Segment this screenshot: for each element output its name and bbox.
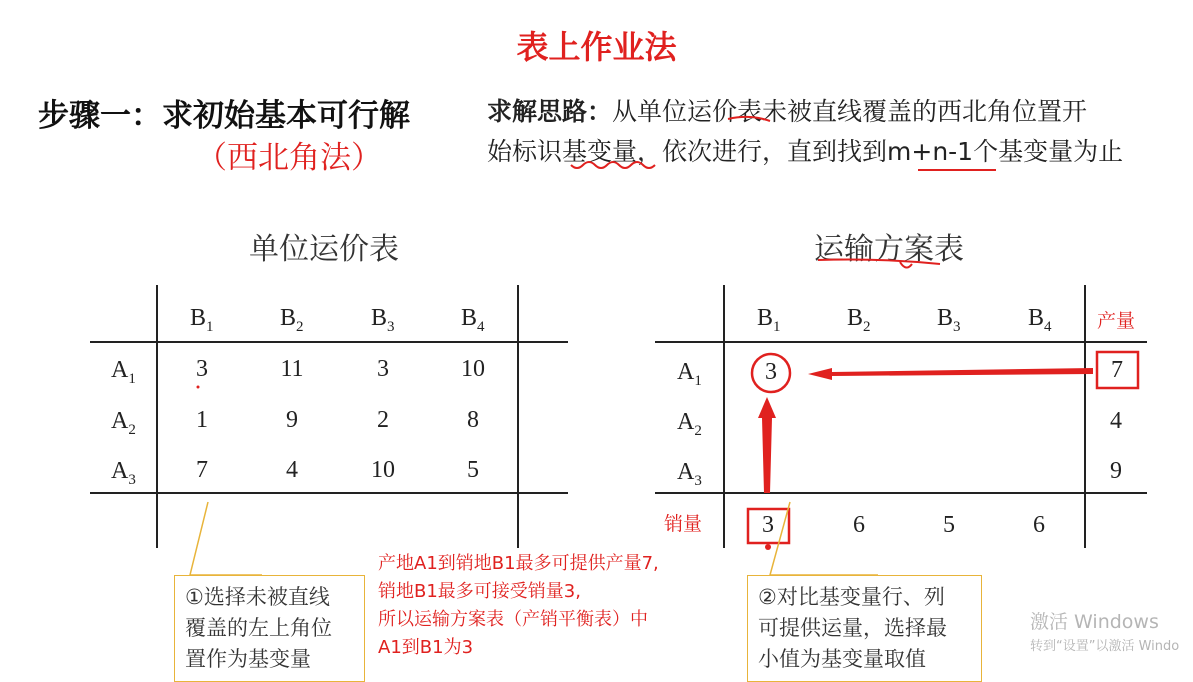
cost-table-title: 单位运价表 [249,232,399,267]
cost-col-b3: $B_3$ [371,305,395,335]
cost-cell: 9 [286,407,298,433]
cost-cell: 10 [461,356,485,382]
plan-row-a3: $A_3$ [677,459,702,489]
plan-col-b1: $B_1$ [757,305,781,335]
idea-line1: 从单位运价表未被直线覆盖的西北角位置开 [612,97,1088,126]
demand-label: 销量 [664,513,703,535]
idea-line2a: 始标识基变量，依次进行，直到找到 [487,137,888,166]
cost-cell: 4 [286,457,298,483]
supply-a2: 4 [1110,408,1122,434]
cost-col-b4: $B_4$ [461,305,485,335]
red-explanation: 产地A1到销地B1最多可提供产量7, 销地B1最多可接受销量3, 所以运输方案表（产销平衡表）中 A1到B1为3 [378,553,659,658]
note-compare-supply-demand: ②对比基变量行、列 可提供运量，选择最 小值为基变量取值 [747,575,982,682]
plan-row-a2: $A_2$ [677,409,702,439]
cost-cell: 2 [377,407,389,433]
activation-watermark: 激活 Windows [1030,611,1159,633]
supply-a1: 7 [1111,357,1123,383]
demand-b3: 5 [943,512,955,538]
plan-row-a1: $A_1$ [677,359,702,389]
cost-row-a1: $A_1$ [111,357,136,387]
note-northwest-corner: ①选择未被直线 覆盖的左上角位 置作为基变量 [174,575,365,682]
demand-b4: 6 [1033,512,1045,538]
method-name: （西北角法） [196,140,382,176]
demand-b2: 6 [853,512,865,538]
cost-cell: 11 [280,356,304,382]
arrows [758,368,1093,493]
cost-cell: 10 [371,457,395,483]
supply-header: 产量 [1097,310,1136,332]
idea-label: 求解思路： [487,97,613,126]
cost-col-b2: $B_2$ [280,305,304,335]
step-heading: 步骤一：求初始基本可行解 [38,98,410,134]
demand-b1: 3 [762,512,774,538]
cost-cell: 8 [467,407,479,433]
cost-cell: 3 [196,356,208,382]
cost-row-a3: $A_3$ [111,458,136,488]
supply-a3: 9 [1110,458,1122,484]
plan-col-b3: $B_3$ [937,305,961,335]
idea-formula: m+n-1 [887,137,974,166]
activation-watermark-sub: 转到“设置”以激活 Windo [1030,639,1180,654]
idea-line2c: 个基变量为止 [973,137,1124,166]
cost-col-b1: $B_1$ [190,305,214,335]
idea-underlines [571,117,996,268]
allocation-a1-b1: 3 [765,359,777,385]
cost-cell: 3 [377,356,389,382]
plan-col-b4: $B_4$ [1028,305,1052,335]
cost-cell: 7 [196,457,208,483]
page-title: 表上作业法 [516,28,677,66]
cost-cell: 1 [196,407,208,433]
cost-cell: 5 [467,457,479,483]
plan-table-title: 运输方案表 [814,232,964,267]
plan-col-b2: $B_2$ [847,305,871,335]
plan-table-grid [655,285,1147,548]
cost-row-a2: $A_2$ [111,408,136,438]
